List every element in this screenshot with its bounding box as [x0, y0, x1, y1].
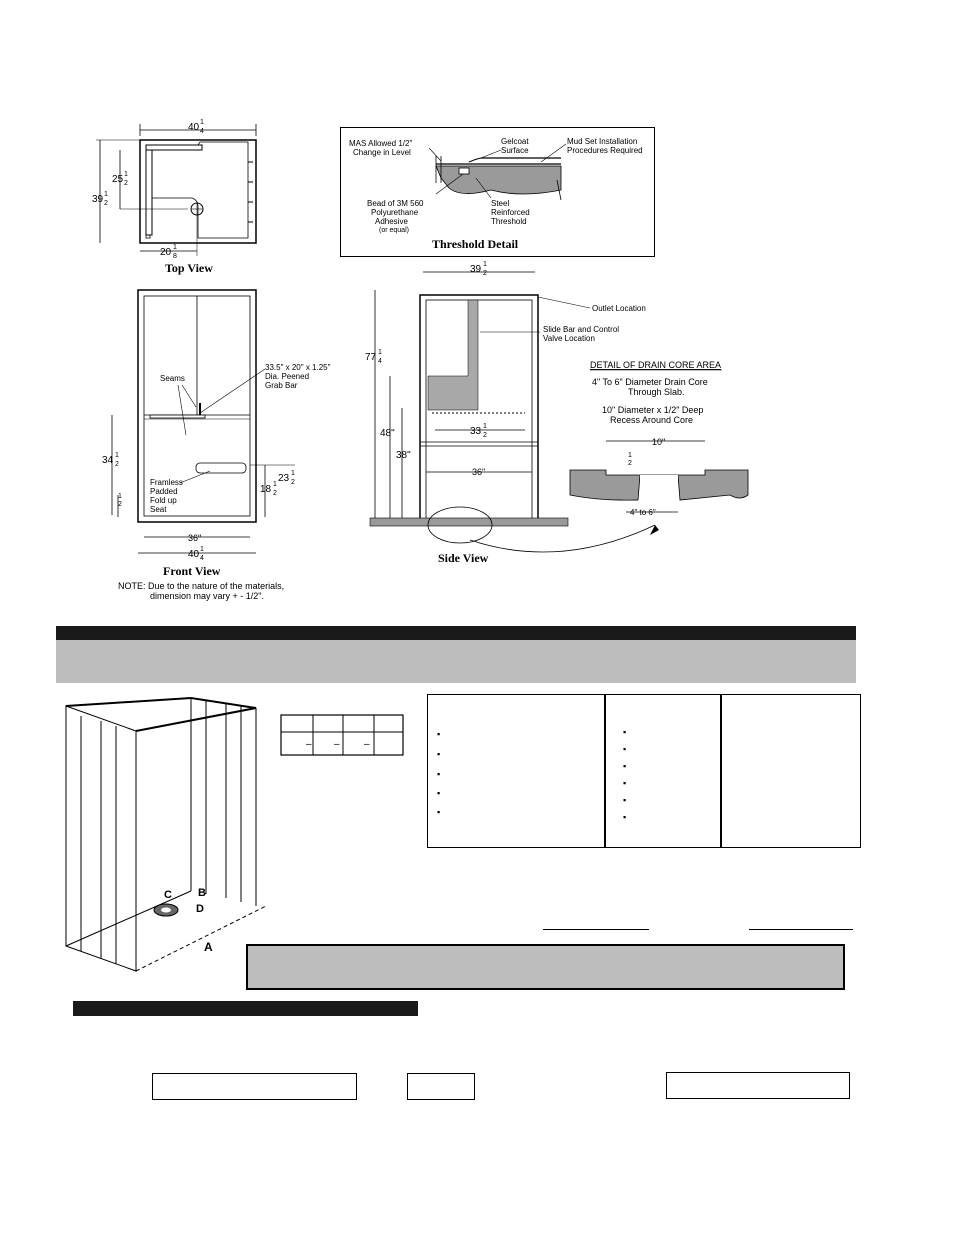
svg-text:1: 1 [378, 349, 382, 356]
front-view-title: Front View [163, 564, 221, 578]
side-h48-label: 48" [380, 428, 395, 439]
section-header-bar [56, 626, 856, 640]
slide-text-2: Valve Location [543, 334, 595, 343]
side-bar-label: 33 [470, 426, 482, 437]
bullet-3: ▪ [437, 769, 441, 779]
svg-text:2: 2 [104, 200, 108, 207]
input-box-2[interactable] [407, 1073, 475, 1100]
top-seat-label: 25 [112, 174, 124, 185]
frame-label-d: D [196, 903, 204, 915]
panel-middle [605, 694, 721, 848]
section-header-gray [56, 640, 856, 683]
mudset-text-2: Procedures Required [567, 146, 643, 155]
svg-text:2: 2 [124, 180, 128, 187]
drain-core-line-2a: 10" Diameter x 1/2" Deep [602, 405, 704, 415]
svg-text:2: 2 [115, 461, 119, 468]
svg-text:4: 4 [378, 358, 382, 365]
steel-text-1: Steel [491, 199, 510, 208]
top-view-title: Top View [165, 261, 213, 275]
svg-text:1: 1 [483, 261, 487, 268]
field-line-2[interactable] [749, 929, 853, 930]
bullet-9: ▪ [623, 778, 627, 788]
front-dim-36: 36" [188, 533, 202, 543]
steel-text-2: Reinforced [491, 208, 530, 217]
drain-core-drawing [560, 355, 760, 520]
svg-text:1: 1 [115, 452, 119, 459]
outlet-label: Outlet Location [592, 304, 646, 313]
bead-text-1: Bead of 3M 560 [367, 199, 424, 208]
svg-text:2: 2 [483, 432, 487, 439]
drain-core-line-2b: Recess Around Core [610, 415, 694, 425]
front-dim-1812: 18 [260, 484, 272, 495]
svg-text:1: 1 [200, 546, 204, 553]
svg-text:2: 2 [273, 490, 277, 497]
table-dash-3: – [364, 739, 370, 750]
note-line-2: dimension may vary + - 1/2". [150, 591, 264, 601]
input-box-1[interactable] [152, 1073, 357, 1100]
bullet-10: ▪ [623, 795, 627, 805]
side-height-label: 77 [365, 352, 377, 363]
input-box-3[interactable] [666, 1072, 850, 1099]
grab-bar-text-1: 33.5" x 20" x 1.25" [265, 363, 331, 372]
bullet-1: ▪ [437, 729, 441, 739]
svg-text:1: 1 [273, 481, 277, 488]
svg-text:2: 2 [118, 501, 122, 508]
steel-text-3: Threshold [491, 217, 527, 226]
drain-core-line-1a: 4" To 6" Diameter Drain Core [592, 377, 708, 387]
dimension-table [280, 714, 405, 759]
seat-text-4: Seat [150, 505, 167, 514]
svg-text:2: 2 [628, 460, 632, 467]
svg-text:1: 1 [200, 119, 204, 126]
top-view-drawing [88, 112, 288, 282]
top-drain-label: 20 [160, 247, 172, 258]
seams-label: Seams [160, 374, 185, 383]
side-width-label: 39 [470, 264, 482, 275]
field-line-1[interactable] [543, 929, 649, 930]
bullet-6: ▪ [623, 727, 627, 737]
svg-text:1: 1 [628, 452, 632, 459]
bullet-5: ▪ [437, 807, 441, 817]
drain-core-title: DETAIL OF DRAIN CORE AREA [590, 360, 722, 370]
gelcoat-text-1: Gelcoat [501, 137, 529, 146]
side-view-title: Side View [438, 551, 489, 565]
top-width-label: 40 [188, 122, 200, 133]
bullet-7: ▪ [623, 744, 627, 754]
table-dash-1: – [306, 739, 312, 750]
grab-bar-text-2: Dia. Peened [265, 372, 310, 381]
seat-text-1: Framless [150, 478, 183, 487]
seat-text-3: Fold up [150, 496, 177, 505]
svg-text:4: 4 [200, 555, 204, 560]
frame-label-c: C [164, 889, 172, 901]
panel-left [427, 694, 605, 848]
bullet-11: ▪ [623, 812, 627, 822]
bead-text-2: Polyurethane [371, 208, 419, 217]
svg-text:1: 1 [173, 244, 177, 251]
frame-label-a: A [204, 940, 213, 954]
svg-text:1: 1 [483, 423, 487, 430]
svg-text:4: 4 [200, 128, 204, 135]
bead-note: (or equal) [379, 227, 409, 234]
drain-core-dim10: 10" [652, 437, 666, 447]
frame-label-b: B [198, 887, 206, 899]
panel-right [721, 694, 861, 848]
dimension-note [118, 581, 284, 601]
bullet-2: ▪ [437, 749, 441, 759]
gelcoat-text-2: Surface [501, 146, 529, 155]
drain-core-dim46: 4" to 6" [630, 508, 656, 517]
front-dim-2312: 23 [278, 473, 290, 484]
threshold-detail-title: Threshold Detail [432, 237, 519, 251]
note-line-1: NOTE: Due to the nature of the materials, [118, 581, 285, 591]
mas-text-2: Change in Level [353, 148, 411, 157]
side-seat-label: 36" [472, 467, 486, 477]
mas-text-1: MAS Allowed 1/2" [349, 139, 413, 148]
lower-section-bar [73, 1001, 418, 1016]
drain-core-line-1b: Through Slab. [628, 387, 685, 397]
svg-text:1: 1 [104, 191, 108, 198]
bullet-8: ▪ [623, 761, 627, 771]
top-depth-label: 39 [92, 194, 104, 205]
front-dim-4014: 40 [188, 549, 200, 560]
side-h38-label: 38" [396, 450, 411, 461]
svg-text:1: 1 [291, 470, 295, 477]
svg-text:8: 8 [173, 253, 177, 260]
front-dim-3412: 34 [102, 455, 114, 466]
svg-text:1: 1 [118, 493, 122, 500]
svg-text:1: 1 [124, 171, 128, 178]
stud-frame-drawing [56, 696, 276, 986]
front-view-drawing [100, 285, 350, 560]
bead-text-3: Adhesive [375, 217, 408, 226]
seat-text-2: Padded [150, 487, 178, 496]
grab-bar-text-3: Grab Bar [265, 381, 298, 390]
svg-text:2: 2 [483, 270, 487, 277]
slide-text-1: Slide Bar and Control [543, 325, 620, 334]
mudset-text-1: Mud Set Installation [567, 137, 638, 146]
svg-text:2: 2 [291, 479, 295, 486]
table-dash-2: – [334, 739, 340, 750]
gray-banner [246, 944, 845, 990]
bullet-4: ▪ [437, 788, 441, 798]
